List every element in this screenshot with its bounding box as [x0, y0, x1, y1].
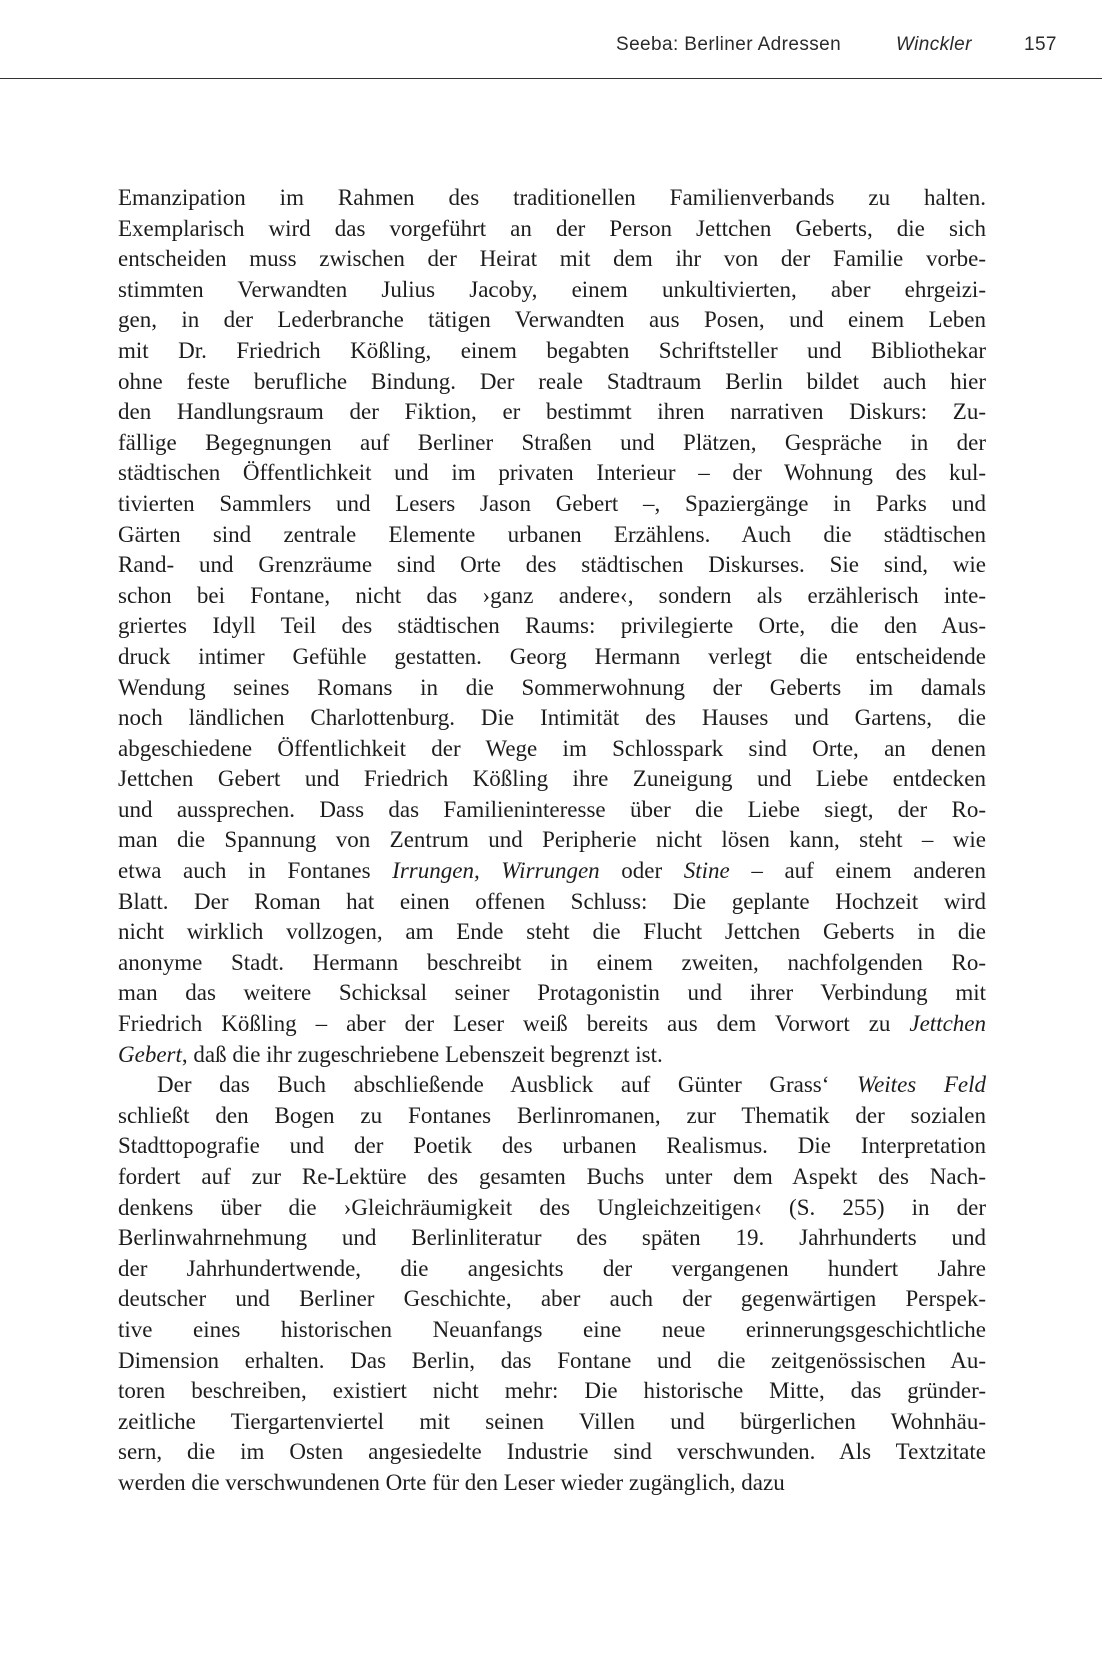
text-line	[118, 703, 986, 734]
text-segment: Friedrich Kößling – aber der Leser weiß bereits aus dem Vorwort zu	[118, 1011, 910, 1037]
text-line	[118, 1284, 986, 1315]
text-segment: etwa auch in Fontanes	[118, 858, 393, 884]
text-segment: fällige Begegnungen auf Berliner Straßen und Plätzen, Gespräche in der	[118, 429, 986, 455]
text-segment: zeitliche Tiergartenviertel mit seinen Villen und bürgerlichen Wohnhäu-	[118, 1408, 986, 1434]
text-segment: mit Dr. Friedrich Kößling, einem begabten Schriftsteller und Bibliothekar	[118, 337, 986, 363]
text-segment: noch ländlichen Charlottenburg. Die Intimität des Hauses und Gartens, die	[118, 705, 986, 731]
text-line	[118, 673, 986, 704]
text-line	[118, 1315, 986, 1346]
text-line	[118, 214, 986, 245]
text-line	[118, 1407, 986, 1438]
text-segment: toren beschreiben, existiert nicht mehr: Die historische Mitte, das gründer-	[118, 1378, 986, 1404]
text-segment: anonyme Stadt. Hermann beschreibt in einem zweiten, nachfolgenden Ro-	[118, 949, 986, 975]
italic-title: Weites Feld	[857, 1072, 987, 1098]
text-segment: griertes Idyll Teil des städtischen Raums: privilegierte Orte, die den Aus-	[118, 613, 986, 639]
text-segment: Gärten sind zentrale Elemente urbanen Erzählens. Auch die städtischen	[118, 521, 986, 547]
text-segment: Emanzipation im Rahmen des traditionellen Familienverbands zu halten.	[118, 185, 986, 210]
text-segment: der Jahrhundertwende, die angesichts der vergangenen hundert Jahre	[118, 1255, 986, 1281]
page-number: 157	[1024, 34, 1057, 55]
text-segment: Der das Buch abschließende Ausblick auf Günter Grass‘	[157, 1072, 858, 1098]
text-segment: tive eines historischen Neuanfangs eine neue erinnerungsgeschichtliche	[118, 1316, 986, 1342]
text-line	[118, 1254, 986, 1285]
text-segment: städtischen Öffentlichkeit und im privaten Interieur – der Wohnung des kul-	[118, 460, 986, 486]
text-segment: stimmten Verwandten Julius Jacoby, einem unkultivierten, aber ehrgeizi-	[118, 276, 986, 302]
text-segment: den Handlungsraum der Fiktion, er bestimmt ihren narrativen Diskurs: Zu-	[118, 399, 986, 425]
running-head-reviewer: Winckler	[896, 34, 972, 55]
text-line	[118, 581, 986, 612]
text-segment: schon bei Fontane, nicht das ›ganz andere‹, sondern als erzählerisch inte-	[118, 582, 986, 608]
text-line	[118, 1223, 986, 1254]
text-segment: Stadttopografie und der Poetik des urbanen Realismus. Die Interpretation	[118, 1133, 986, 1159]
text-segment: fordert auf zur Re-Lektüre des gesamten Buchs unter dem Aspekt des Nach-	[118, 1164, 986, 1189]
text-line	[118, 489, 986, 520]
italic-title: Gebert	[118, 1041, 182, 1067]
body-text	[118, 183, 986, 1499]
text-segment: schließt den Bogen zu Fontanes Berlinromanen, zur Thematik der sozialen	[118, 1102, 986, 1128]
text-segment: entscheiden muss zwischen der Heirat mit dem ihr von der Familie vorbe-	[118, 246, 986, 272]
text-line	[118, 428, 986, 459]
text-line	[118, 1437, 986, 1468]
text-line	[118, 887, 986, 918]
text-line	[118, 825, 986, 856]
text-line	[118, 305, 986, 336]
text-line	[118, 1009, 986, 1040]
text-line	[118, 1376, 986, 1407]
text-segment: denkens über die ›Gleichräumigkeit des Ungleichzeitigen‹ (S. 255) in der	[118, 1194, 986, 1220]
text-line	[118, 183, 986, 214]
italic-title: Stine	[683, 858, 730, 884]
text-line	[118, 611, 986, 642]
text-segment: man die Spannung von Zentrum und Peripherie nicht lösen kann, steht – wie	[118, 827, 986, 853]
text-line	[118, 1131, 986, 1162]
text-segment: Exemplarisch wird das vorgeführt an der Person Jettchen Geberts, die sich	[118, 215, 986, 241]
text-segment: und aussprechen. Dass das Familieninteresse über die Liebe siegt, der Ro-	[118, 796, 986, 822]
text-segment: Dimension erhalten. Das Berlin, das Fontane und die zeitgenössischen Au-	[118, 1347, 986, 1373]
text-segment: gen, in der Lederbranche tätigen Verwandten aus Posen, und einem Leben	[118, 307, 986, 333]
header-rule	[0, 78, 1102, 79]
text-line	[118, 244, 986, 275]
text-line	[118, 948, 986, 979]
text-line	[118, 1193, 986, 1224]
text-line	[118, 1346, 986, 1377]
text-line	[118, 1070, 986, 1101]
text-line	[118, 1468, 986, 1499]
text-segment: Jettchen Gebert und Friedrich Kößling ihre Zuneigung und Liebe entdecken	[118, 766, 986, 792]
text-segment: oder	[599, 858, 684, 884]
text-line	[118, 367, 986, 398]
text-segment: sern, die im Osten angesiedelte Industrie sind verschwunden. Als Textzitate	[118, 1439, 986, 1465]
text-line	[118, 795, 986, 826]
running-head-author: Seeba: Berliner Adressen	[616, 34, 842, 55]
text-line	[118, 397, 986, 428]
text-line	[118, 856, 986, 887]
text-segment: abgeschiedene Öffentlichkeit der Wege im Schlosspark sind Orte, an denen	[118, 735, 986, 761]
italic-title: Jettchen	[909, 1011, 986, 1037]
text-line	[118, 1101, 986, 1132]
text-segment: , daß die ihr zugeschriebene Lebenszeit begrenzt ist.	[181, 1041, 663, 1067]
text-segment: Berlinwahrnehmung und Berlinliteratur des späten 19. Jahrhunderts und	[118, 1225, 986, 1251]
text-line	[118, 520, 986, 551]
text-line	[118, 1040, 986, 1071]
text-segment: deutscher und Berliner Geschichte, aber auch der gegenwärtigen Perspek-	[118, 1286, 986, 1312]
text-line	[118, 764, 986, 795]
text-line	[118, 734, 986, 765]
text-segment: ohne feste berufliche Bindung. Der reale Stadtraum Berlin bildet auch hier	[118, 368, 986, 394]
text-line	[118, 550, 986, 581]
italic-title: Irrungen, Wirrungen	[392, 858, 600, 884]
text-segment: werden die verschwundenen Orte für den Leser wieder zugänglich, dazu	[118, 1469, 785, 1495]
text-line	[118, 336, 986, 367]
text-segment: Rand- und Grenzräume sind Orte des städtischen Diskurses. Sie sind, wie	[118, 552, 986, 578]
text-line	[118, 458, 986, 489]
text-line	[118, 275, 986, 306]
text-line	[118, 978, 986, 1009]
text-segment: man das weitere Schicksal seiner Protagonistin und ihrer Verbindung mit	[118, 980, 986, 1006]
text-line	[118, 917, 986, 948]
text-segment: – auf einem anderen	[729, 858, 986, 884]
text-segment: Blatt. Der Roman hat einen offenen Schluss: Die geplante Hochzeit wird	[118, 888, 986, 914]
text-segment: tivierten Sammlers und Lesers Jason Gebert –, Spaziergänge in Parks und	[118, 490, 986, 516]
text-line	[118, 1162, 986, 1193]
running-head	[0, 34, 1102, 64]
text-segment: Wendung seines Romans in die Sommerwohnung der Geberts im damals	[118, 674, 986, 700]
text-segment: druck intimer Gefühle gestatten. Georg Hermann verlegt die entscheidende	[118, 643, 986, 669]
text-segment: nicht wirklich vollzogen, am Ende steht die Flucht Jettchen Geberts in die	[118, 919, 986, 945]
text-line	[118, 642, 986, 673]
